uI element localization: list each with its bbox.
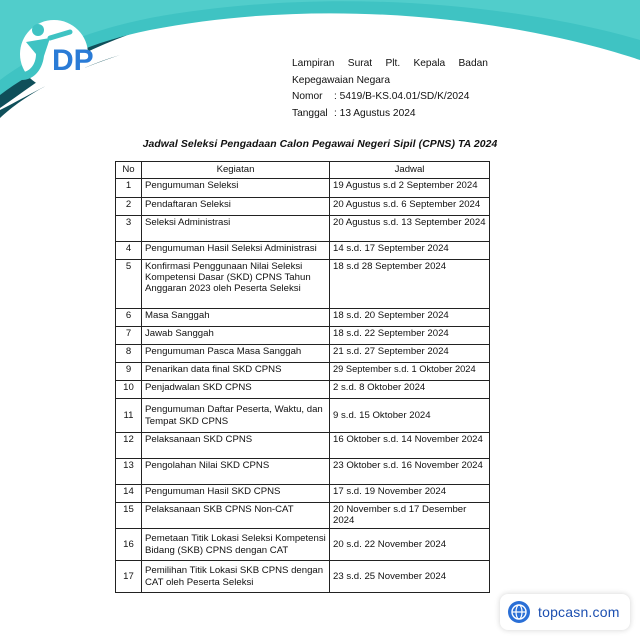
- row-kegiatan: Pemilihan Titik Lokasi SKB CPNS dengan CAT oleh Peserta Seleksi: [142, 561, 330, 593]
- row-number: 16: [116, 529, 142, 561]
- row-number: 14: [116, 485, 142, 503]
- row-jadwal: 14 s.d. 17 September 2024: [330, 242, 490, 260]
- schedule-table: [115, 161, 490, 593]
- row-number: 6: [116, 309, 142, 327]
- tanggal-line: [292, 106, 488, 123]
- row-number: 5: [116, 260, 142, 309]
- table-row: [116, 503, 490, 529]
- row-jadwal: 17 s.d. 19 November 2024: [330, 485, 490, 503]
- row-kegiatan: Masa Sanggah: [142, 309, 330, 327]
- row-number: 13: [116, 459, 142, 485]
- row-kegiatan: Pemetaan Titik Lokasi Seleksi Kompetensi Bidang (SKB) CPNS dengan CAT: [142, 529, 330, 561]
- row-number: 3: [116, 216, 142, 242]
- globe-icon: [508, 601, 530, 623]
- header-word: Badan: [458, 58, 488, 69]
- row-jadwal: 29 September s.d. 1 Oktober 2024: [330, 363, 490, 381]
- header-word: Surat: [347, 58, 373, 69]
- row-jadwal: 18 s.d 28 September 2024: [330, 260, 490, 309]
- table-row: [116, 260, 490, 309]
- table-header-row: [116, 162, 490, 179]
- nomor-value: : 5419/B-KS.04.01/SD/K/2024: [334, 91, 470, 102]
- topcasn-watermark[interactable]: [500, 594, 630, 630]
- row-number: 15: [116, 503, 142, 529]
- row-kegiatan: Pelaksanaan SKD CPNS: [142, 433, 330, 459]
- row-number: 10: [116, 381, 142, 399]
- row-kegiatan: Pengumuman Daftar Peserta, Waktu, dan Tempat SKD CPNS: [142, 399, 330, 433]
- document-title: Jadwal Seleksi Pengadaan Calon Pegawai Negeri Sipil (CPNS) TA 2024: [142, 139, 498, 150]
- table-row: [116, 459, 490, 485]
- row-kegiatan: Pendaftaran Seleksi: [142, 198, 330, 216]
- table-row: [116, 345, 490, 363]
- table-row: [116, 327, 490, 345]
- row-kegiatan: Pengumuman Hasil Seleksi Administrasi: [142, 242, 330, 260]
- nomor-line: [292, 89, 488, 106]
- header-word: Lampiran: [292, 58, 335, 69]
- column-header-no: No: [116, 162, 142, 179]
- row-kegiatan: Pelaksanaan SKB CPNS Non-CAT: [142, 503, 330, 529]
- row-kegiatan: Pengumuman Seleksi: [142, 179, 330, 198]
- document-header: [292, 56, 488, 122]
- table-row: [116, 529, 490, 561]
- row-jadwal: 20 Agustus s.d. 13 September 2024: [330, 216, 490, 242]
- header-word: Plt.: [385, 58, 401, 69]
- row-jadwal: 2 s.d. 8 Oktober 2024: [330, 381, 490, 399]
- table-row: [116, 242, 490, 260]
- logo-text: DP: [52, 44, 94, 77]
- row-kegiatan: Pengumuman Hasil SKD CPNS: [142, 485, 330, 503]
- row-kegiatan: Pengolahan Nilai SKD CPNS: [142, 459, 330, 485]
- table-row: [116, 198, 490, 216]
- table-row: [116, 179, 490, 198]
- tanggal-value: : 13 Agustus 2024: [334, 107, 416, 119]
- table-row: [116, 363, 490, 381]
- jdp-logo-icon: [14, 10, 104, 96]
- column-header-jadwal: Jadwal: [330, 162, 490, 179]
- row-jadwal: 21 s.d. 27 September 2024: [330, 345, 490, 363]
- row-jadwal: 9 s.d. 15 Oktober 2024: [330, 399, 490, 433]
- row-jadwal: 18 s.d. 22 September 2024: [330, 327, 490, 345]
- row-jadwal: 23 Oktober s.d. 16 November 2024: [330, 459, 490, 485]
- table-row: [116, 216, 490, 242]
- watermark-text: topcasn.com: [538, 604, 620, 620]
- row-jadwal: 16 Oktober s.d. 14 November 2024: [330, 433, 490, 459]
- row-jadwal: 19 Agustus s.d 2 September 2024: [330, 179, 490, 198]
- row-number: 11: [116, 399, 142, 433]
- row-kegiatan: Pengumuman Pasca Masa Sanggah: [142, 345, 330, 363]
- row-number: 9: [116, 363, 142, 381]
- table-row: [116, 561, 490, 593]
- lampiran-line: [292, 56, 488, 73]
- table-row: [116, 433, 490, 459]
- table-row: [116, 399, 490, 433]
- row-number: 4: [116, 242, 142, 260]
- row-jadwal: 20 November s.d 17 Desember 2024: [330, 503, 490, 529]
- row-number: 2: [116, 198, 142, 216]
- row-kegiatan: Jawab Sanggah: [142, 327, 330, 345]
- row-number: 7: [116, 327, 142, 345]
- header-word: Kepala: [413, 58, 446, 69]
- tanggal-label: Tanggal: [292, 107, 328, 119]
- row-number: 8: [116, 345, 142, 363]
- row-jadwal: 23 s.d. 25 November 2024: [330, 561, 490, 593]
- row-kegiatan: Penjadwalan SKD CPNS: [142, 381, 330, 399]
- row-number: 1: [116, 179, 142, 198]
- row-kegiatan: Seleksi Administrasi: [142, 216, 330, 242]
- table-row: [116, 309, 490, 327]
- agency-line: Kepegawaian Negara: [292, 74, 390, 86]
- row-jadwal: 20 Agustus s.d. 6 September 2024: [330, 198, 490, 216]
- row-number: 12: [116, 433, 142, 459]
- row-jadwal: 20 s.d. 22 November 2024: [330, 529, 490, 561]
- row-kegiatan: Penarikan data final SKD CPNS: [142, 363, 330, 381]
- row-number: 17: [116, 561, 142, 593]
- row-jadwal: 18 s.d. 20 September 2024: [330, 309, 490, 327]
- table-row: [116, 381, 490, 399]
- row-kegiatan: Konfirmasi Penggunaan Nilai Seleksi Kompetensi Dasar (SKD) CPNS Tahun Anggaran 2023 oleh Peserta Seleksi: [142, 260, 330, 309]
- column-header-kegiatan: Kegiatan: [142, 162, 330, 179]
- nomor-label: Nomor: [292, 91, 323, 102]
- table-row: [116, 485, 490, 503]
